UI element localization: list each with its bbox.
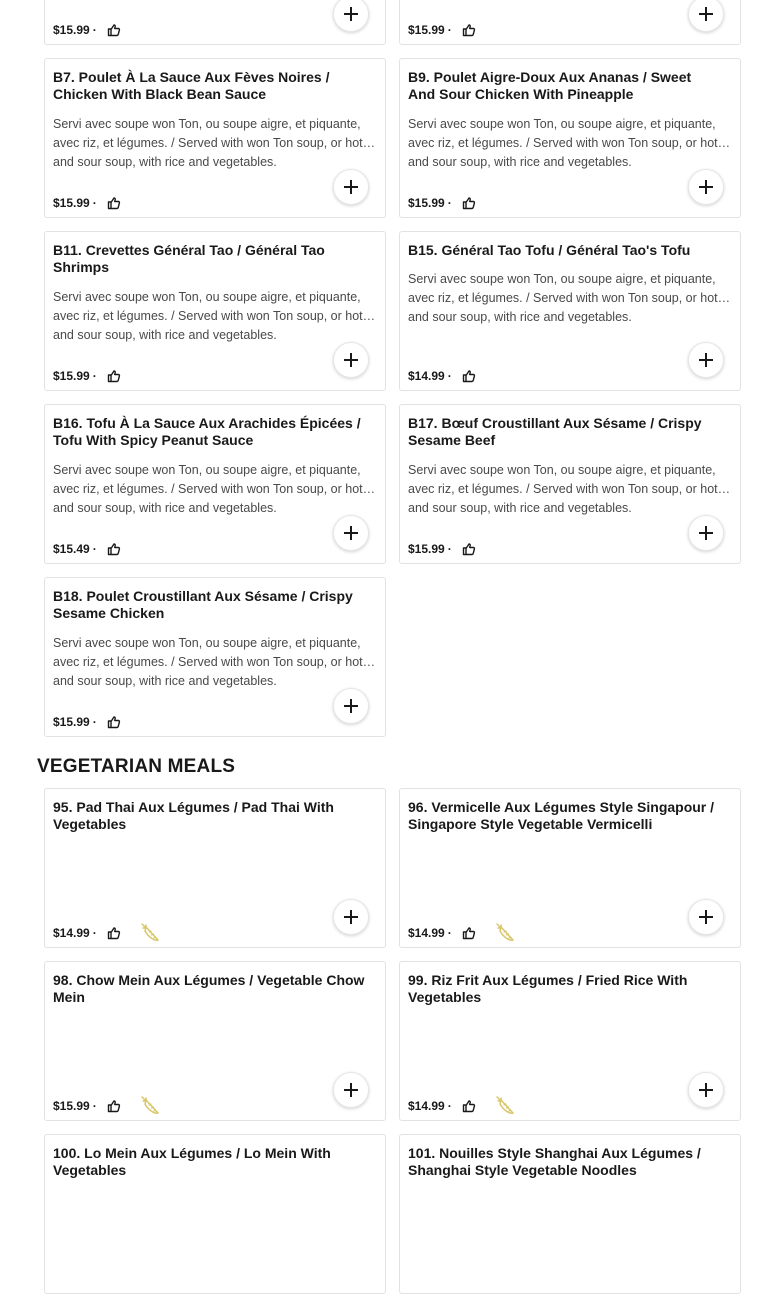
thumbs-up-icon xyxy=(462,926,476,940)
menu-item-card[interactable] xyxy=(399,1134,741,1294)
separator-dot: · xyxy=(447,369,452,383)
plus-icon xyxy=(343,698,359,714)
thumbs-up-icon xyxy=(107,1099,121,1113)
item-description: Servi avec soupe won Ton, ou soupe aigre, et piquante, avec riz, et légumes. / Served with won Ton soup, or hot and sour soup, with rice and vegetables. xyxy=(53,463,363,515)
item-meta xyxy=(53,194,121,212)
plus-icon xyxy=(698,1082,714,1098)
menu-item-card[interactable] xyxy=(44,0,386,45)
item-title: 99. Riz Frit Aux Légumes / Fried Rice With Vegetables xyxy=(408,972,688,1005)
add-to-cart-button[interactable] xyxy=(688,515,724,551)
menu-item-card[interactable] xyxy=(399,231,741,391)
menu-item-card[interactable] xyxy=(44,1134,386,1294)
separator-dot: · xyxy=(447,926,452,940)
add-to-cart-button[interactable] xyxy=(333,688,369,724)
separator-dot: · xyxy=(92,23,97,37)
add-to-cart-button[interactable] xyxy=(333,342,369,378)
separator-dot: · xyxy=(447,542,452,556)
plus-icon xyxy=(698,179,714,195)
carrot-icon xyxy=(494,921,516,943)
item-description: Servi avec soupe won Ton, ou soupe aigre, et piquante, avec riz, et légumes. / Served with won Ton soup, or hot and sour soup, with rice and vegetables. xyxy=(408,463,718,515)
add-to-cart-button[interactable] xyxy=(688,169,724,205)
item-price: $15.99 xyxy=(53,369,90,383)
item-description: Servi avec soupe won Ton, ou soupe aigre, et piquante, avec riz, et légumes. / Served with won Ton soup, or hot and sour soup, with rice and vegetables. xyxy=(408,117,718,169)
item-meta xyxy=(53,924,161,942)
item-price: $14.99 xyxy=(408,926,445,940)
separator-dot: · xyxy=(92,369,97,383)
add-to-cart-button[interactable] xyxy=(688,342,724,378)
item-price: $15.99 xyxy=(408,23,445,37)
add-to-cart-button[interactable] xyxy=(688,1072,724,1108)
plus-icon xyxy=(343,909,359,925)
add-to-cart-button[interactable] xyxy=(333,169,369,205)
menu-item-card[interactable] xyxy=(44,231,386,391)
item-title: B9. Poulet Aigre-Doux Aux Ananas / Sweet And Sour Chicken With Pineapple xyxy=(408,69,692,102)
item-meta xyxy=(408,21,476,39)
menu-item-card[interactable] xyxy=(44,961,386,1121)
thumbs-up-icon xyxy=(107,542,121,556)
item-meta xyxy=(408,194,476,212)
plus-icon xyxy=(343,525,359,541)
add-to-cart-button[interactable] xyxy=(333,515,369,551)
item-description: Servi avec soupe won Ton, ou soupe aigre, et piquante, avec riz, et légumes. / Served with won Ton soup, or hot and sour soup, with rice and vegetables. xyxy=(53,636,363,688)
separator-dot: · xyxy=(92,926,97,940)
thumbs-up-icon xyxy=(462,23,476,37)
add-to-cart-button[interactable] xyxy=(333,0,369,32)
item-price: $14.99 xyxy=(408,369,445,383)
item-title: 101. Nouilles Style Shanghai Aux Légumes / Shanghai Style Vegetable Noodles xyxy=(408,1145,701,1178)
plus-icon xyxy=(698,352,714,368)
item-title: B17. Bœuf Croustillant Aux Sésame / Crispy Sesame Beef xyxy=(408,415,702,448)
separator-dot: · xyxy=(447,196,452,210)
item-meta xyxy=(408,924,516,942)
item-title: 96. Vermicelle Aux Légumes Style Singapour / Singapore Style Vegetable Vermicelli xyxy=(408,799,715,832)
item-meta xyxy=(408,367,476,385)
item-price: $15.49 xyxy=(53,542,90,556)
item-description: Servi avec soupe won Ton, ou soupe aigre, et piquante, avec riz, et légumes. / Served with won Ton soup, or hot and sour soup, with rice and vegetables. xyxy=(408,272,718,324)
plus-icon xyxy=(698,525,714,541)
item-price: $14.99 xyxy=(53,926,90,940)
menu-item-card[interactable] xyxy=(44,788,386,948)
thumbs-up-icon xyxy=(107,196,121,210)
separator-dot: · xyxy=(92,196,97,210)
plus-icon xyxy=(698,909,714,925)
thumbs-up-icon xyxy=(107,369,121,383)
thumbs-up-icon xyxy=(462,369,476,383)
carrot-icon xyxy=(494,1094,516,1116)
item-meta xyxy=(53,367,121,385)
item-price: $15.99 xyxy=(53,715,90,729)
thumbs-up-icon xyxy=(107,715,121,729)
thumbs-up-icon xyxy=(462,196,476,210)
item-title: 95. Pad Thai Aux Légumes / Pad Thai With Vegetables xyxy=(53,799,334,832)
separator-dot: · xyxy=(92,715,97,729)
plus-icon xyxy=(698,6,714,22)
item-title: B18. Poulet Croustillant Aux Sésame / Crispy Sesame Chicken xyxy=(53,588,353,621)
add-to-cart-button[interactable] xyxy=(688,0,724,32)
item-description: Servi avec soupe won Ton, ou soupe aigre, et piquante, avec riz, et légumes. / Served with won Ton soup, or hot and sour soup, with rice and vegetables. xyxy=(53,117,363,169)
menu-item-card[interactable] xyxy=(399,404,741,564)
item-price: $15.99 xyxy=(53,1099,90,1113)
item-title: B11. Crevettes Général Tao / Général Tao Shrimps xyxy=(53,242,325,275)
section-title: VEGETARIAN MEALS xyxy=(37,756,236,777)
plus-icon xyxy=(343,6,359,22)
plus-icon xyxy=(343,1082,359,1098)
plus-icon xyxy=(343,179,359,195)
item-meta xyxy=(53,540,121,558)
item-price: $15.99 xyxy=(408,196,445,210)
item-title: B16. Tofu À La Sauce Aux Arachides Épicées / Tofu With Spicy Peanut Sauce xyxy=(53,415,361,448)
item-price: $15.99 xyxy=(53,196,90,210)
add-to-cart-button[interactable] xyxy=(688,899,724,935)
item-title: 100. Lo Mein Aux Légumes / Lo Mein With Vegetables xyxy=(53,1145,331,1178)
menu-item-card[interactable] xyxy=(399,0,741,45)
item-title: B7. Poulet À La Sauce Aux Fèves Noires / Chicken With Black Bean Sauce xyxy=(53,69,330,102)
separator-dot: · xyxy=(92,542,97,556)
carrot-icon xyxy=(139,921,161,943)
thumbs-up-icon xyxy=(107,926,121,940)
item-meta xyxy=(408,540,476,558)
item-description: Servi avec soupe won Ton, ou soupe aigre, et piquante, avec riz, et légumes. / Served with won Ton soup, or hot and sour soup, with rice and vegetables. xyxy=(53,290,363,342)
item-meta xyxy=(408,1097,516,1115)
item-price: $15.99 xyxy=(408,542,445,556)
item-meta xyxy=(53,713,121,731)
separator-dot: · xyxy=(447,1099,452,1113)
carrot-icon xyxy=(139,1094,161,1116)
item-price: $14.99 xyxy=(408,1099,445,1113)
item-title: B15. Général Tao Tofu / Général Tao's Tofu xyxy=(408,242,691,258)
menu-item-card[interactable] xyxy=(399,788,741,948)
separator-dot: · xyxy=(447,23,452,37)
menu-item-card[interactable] xyxy=(44,404,386,564)
menu-item-card[interactable] xyxy=(399,961,741,1121)
thumbs-up-icon xyxy=(107,23,121,37)
menu-item-card[interactable] xyxy=(44,577,386,737)
menu-item-card[interactable] xyxy=(399,58,741,218)
add-to-cart-button[interactable] xyxy=(333,1072,369,1108)
thumbs-up-icon xyxy=(462,1099,476,1113)
item-price: $15.99 xyxy=(53,23,90,37)
menu-item-card[interactable] xyxy=(44,58,386,218)
item-title: 98. Chow Mein Aux Légumes / Vegetable Chow Mein xyxy=(53,972,365,1005)
add-to-cart-button[interactable] xyxy=(333,899,369,935)
plus-icon xyxy=(343,352,359,368)
separator-dot: · xyxy=(92,1099,97,1113)
item-meta xyxy=(53,1097,161,1115)
item-meta xyxy=(53,21,121,39)
thumbs-up-icon xyxy=(462,542,476,556)
